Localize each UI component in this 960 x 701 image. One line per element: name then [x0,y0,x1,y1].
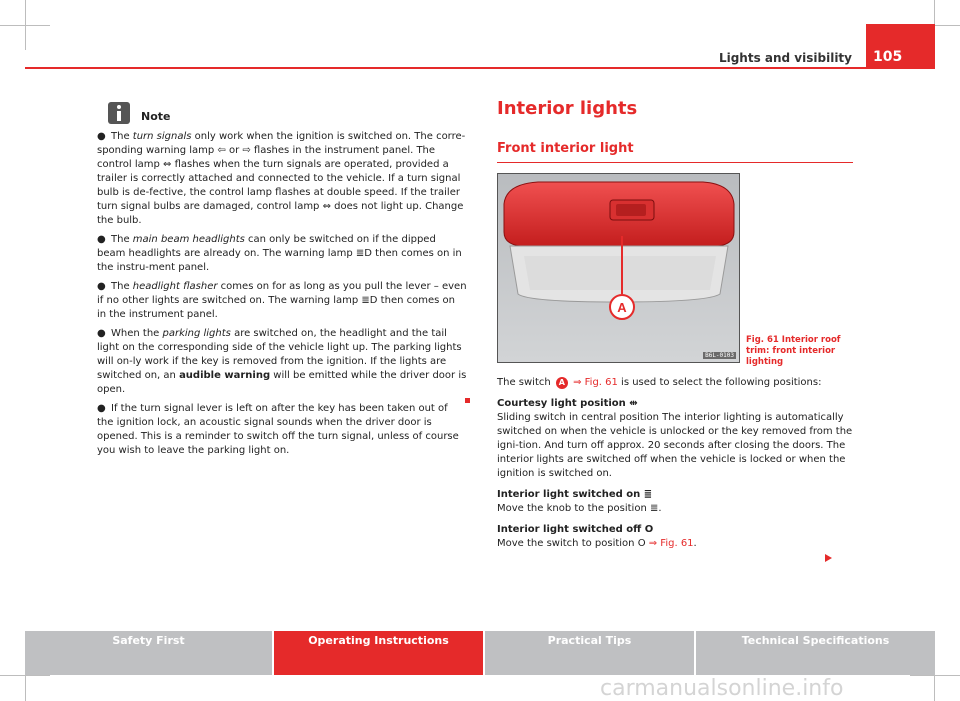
note-title: Note [141,110,171,123]
note-bullet: ● If the turn signal lever is left on after the key has been taken out of the ignition lock, an acoustic signal sounds when the driver door is opened. This is a reminder to switch off the turn signal, unless of course you wish to leave the parking light on. [97,403,459,456]
tab-operating-instructions[interactable]: Operating Instructions [274,631,483,675]
figure-link[interactable]: ⇒ Fig. 61 [573,377,618,388]
section-title: Interior lights [497,98,638,119]
continue-arrow-icon [825,554,832,562]
section-end-mark [465,398,470,403]
footer-tabs [25,631,935,675]
tab-technical-specifications[interactable]: Technical Specifications [696,631,935,675]
courtesy-heading: Courtesy light position ⇹ [497,398,638,409]
light-off-text: Move the switch to position O ⇒ Fig. 61. [497,538,697,549]
note-bullet: ● The headlight flasher comes on for as long as you pull the lever – even if no other lights are switched on. The warning lamp ≣D then comes on in the instrument panel. [97,281,467,320]
running-header-title: Lights and visibility [718,51,852,65]
figure-label: A [617,300,627,315]
intro-paragraph: The switch A ⇒ Fig. 61 is used to select the following positions: [497,377,822,388]
figure-caption: Fig. 61 Interior roof trim: front interior lighting [746,335,841,367]
note-bullet: ● The turn signals only work when the ignition is switched on. The corre-sponding warning lamp ⇦ or ⇨ flashes in the instrument panel. The control lamp ⇔ flashes when the turn signals are operated, provided a trailer is correctly attached and connected to the vehicle. If a turn signal bulb is de-fective, the control lamp flashes at double speed. If the trailer turn signal bulbs are damaged, control lamp ⇔ does not light up. Change the bulb. [97,131,466,226]
note-bullet: ● When the parking lights are switched on, the headlight and the tail light on the corresponding side of the vehicle light up. The parking lights will on-ly work if the key is removed from the ignition. If the lights are switched on, an audible warning will be emitted while the driver door is open. [97,328,467,395]
figure-code: B6L-0103 [705,352,734,359]
light-off-heading: Interior light switched off O [497,524,654,535]
courtesy-text: Sliding switch in central position The interior lighting is automatically switched on when the vehicle is unlocked or the key removed from the igni-tion. And turn off approx. 20 seconds after closing the doors. The interior lights are switched off when the vehicle is locked or when the ignition is switched on. [497,412,853,479]
page-number: 105 [866,24,935,68]
subtitle-rule [497,162,853,163]
note-block [97,98,467,463]
crop-mark [0,25,50,26]
crop-mark [910,675,960,676]
section-headings [497,98,853,163]
figure-interior-light [497,173,740,363]
section-subtitle: Front interior light [497,141,634,156]
label-a-badge: A [556,377,568,389]
figure-link[interactable]: ⇒ Fig. 61 [648,538,694,549]
tab-practical-tips[interactable]: Practical Tips [485,631,694,675]
header-rule [25,67,935,69]
watermark-text: carmanualsonline.info [600,676,844,701]
light-on-heading: Interior light switched on ≣ [497,489,653,500]
interior-light-illustration [498,174,739,362]
body-text [497,376,853,558]
note-bullet: ● The main beam headlights can only be switched on if the dipped beam headlights are already on. The warning lamp ≣D then comes on in the instru-ment panel. [97,234,462,273]
info-icon [108,102,130,124]
tab-safety-first[interactable]: Safety First [25,631,272,675]
crop-mark [0,675,50,676]
light-on-text: Move the knob to the position ≣. [497,503,662,514]
note-header [97,98,467,124]
